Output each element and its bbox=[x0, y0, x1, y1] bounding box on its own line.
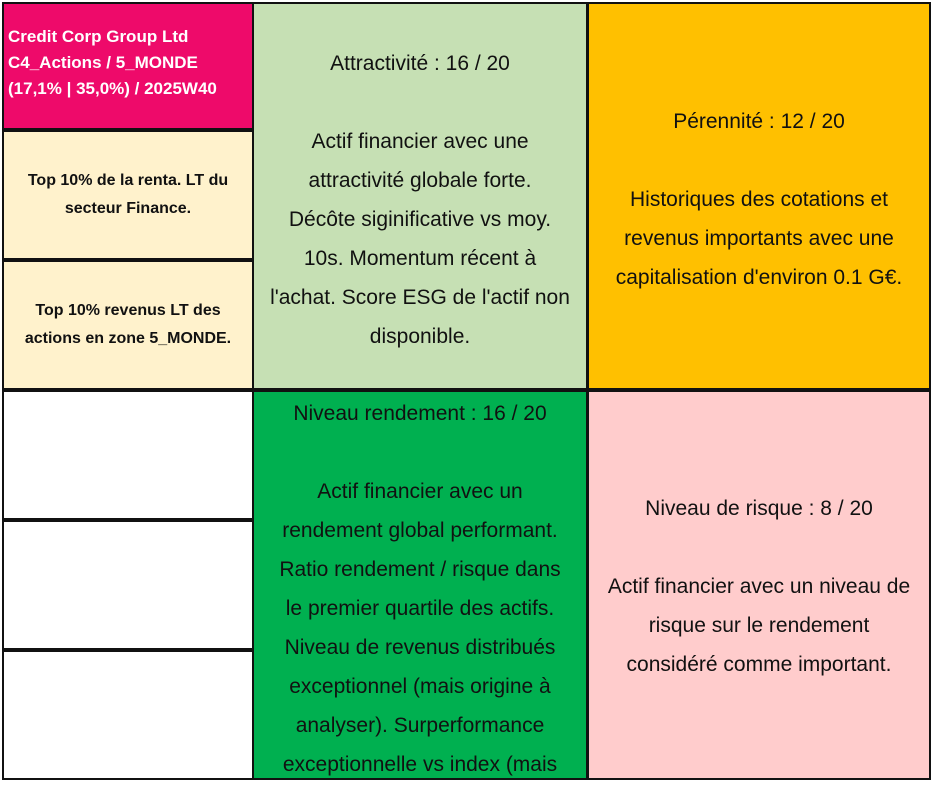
rendement-line: analyser). Surperformance bbox=[295, 714, 545, 737]
attractivite-line: disponible. bbox=[369, 325, 471, 348]
sector-note-cell[interactable] bbox=[2, 130, 254, 260]
rendement-line: le premier quartile des actifs. bbox=[285, 597, 555, 620]
risque-line: considéré comme important. bbox=[626, 653, 892, 676]
rendement-heading: Niveau rendement : 16 / 20 bbox=[293, 402, 547, 425]
zone-note-cell[interactable] bbox=[2, 260, 254, 390]
asset-name: Credit Corp Group Ltd bbox=[8, 27, 189, 46]
risque-line: Actif financier avec un niveau de bbox=[607, 575, 911, 598]
empty-cell[interactable] bbox=[2, 390, 254, 520]
attractivite-heading: Attractivité : 16 / 20 bbox=[330, 52, 510, 75]
risque-heading: Niveau de risque : 8 / 20 bbox=[645, 497, 873, 520]
rendement-line: rendement global performant. bbox=[282, 519, 558, 542]
attractivite-line: Actif financier avec une bbox=[311, 130, 529, 153]
asset-category: C4_Actions / 5_MONDE bbox=[8, 53, 198, 72]
rendement-line: Niveau de revenus distribués bbox=[284, 636, 556, 659]
perennite-heading: Pérennité : 12 / 20 bbox=[673, 110, 845, 133]
perennite-line: Historiques des cotations et bbox=[630, 188, 888, 211]
sector-note-line-1: Top 10% de la renta. LT du bbox=[27, 172, 229, 189]
empty-cell[interactable] bbox=[2, 520, 254, 650]
attractivite-line: attractivité globale forte. bbox=[308, 169, 532, 192]
asset-period: (17,1% | 35,0%) / 2025W40 bbox=[8, 79, 217, 98]
rendement-line: Ratio rendement / risque dans bbox=[279, 558, 561, 581]
risque-line: risque sur le rendement bbox=[648, 614, 870, 637]
attractivite-line: l'achat. Score ESG de l'actif non bbox=[270, 286, 570, 309]
rendement-cell[interactable] bbox=[252, 390, 588, 780]
empty-cell[interactable] bbox=[2, 650, 254, 780]
perennite-line: revenus importants avec une bbox=[624, 227, 894, 250]
rendement-line: exceptionnelle vs index (mais bbox=[282, 753, 558, 776]
attractivite-line: 10s. Momentum récent à bbox=[303, 247, 537, 270]
asset-title-cell[interactable] bbox=[2, 2, 254, 130]
perennite-line: capitalisation d'environ 0.1 G€. bbox=[615, 266, 903, 289]
rendement-line: exceptionnel (mais origine à bbox=[289, 675, 551, 698]
attractivite-line: Décôte siginificative vs moy. bbox=[288, 208, 552, 231]
rendement-line: Actif financier avec un bbox=[317, 480, 523, 503]
attractivite-cell[interactable] bbox=[252, 2, 588, 390]
perennite-cell[interactable] bbox=[587, 2, 931, 390]
risque-cell[interactable] bbox=[587, 390, 931, 780]
sector-note-line-2: secteur Finance. bbox=[64, 200, 192, 217]
zone-note-line-2: actions en zone 5_MONDE. bbox=[24, 330, 232, 347]
zone-note-line-1: Top 10% revenus LT des bbox=[35, 302, 221, 319]
